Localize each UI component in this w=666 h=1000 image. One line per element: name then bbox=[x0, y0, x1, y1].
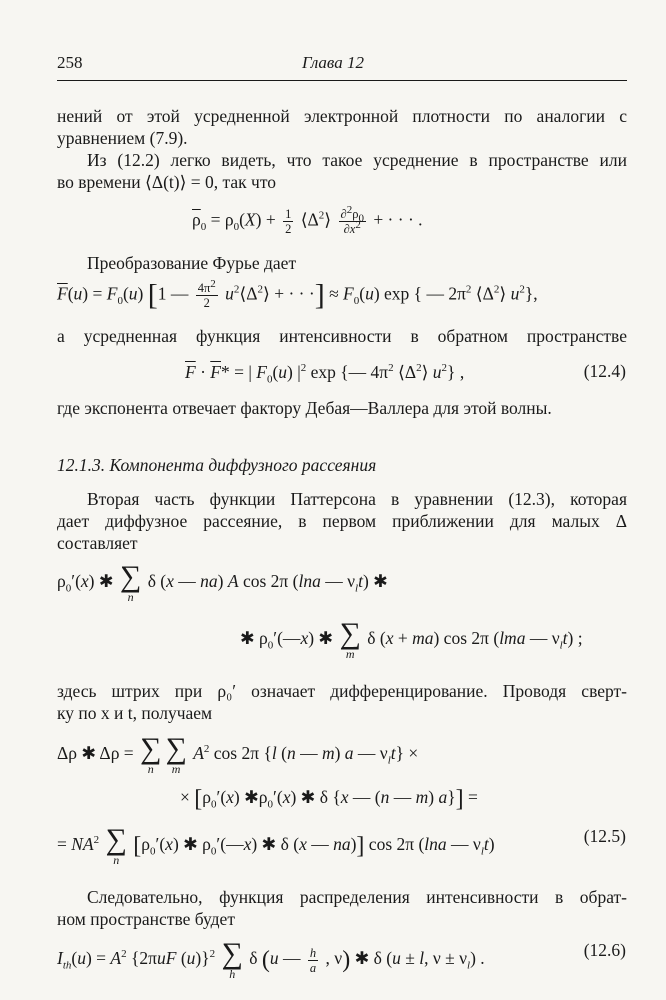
paragraph-line: Следовательно, функция распределения интенсивности в обрат- bbox=[87, 887, 627, 907]
equation-fourier: $\overline{F}(u) = F_0(u)$ [1 — $\frac{4\pi^2}{2}$ $u^2⟨\Delta^2⟩$ + · · ·] ≈ $F_0(u)$ exp { — $2\pi^2$ $⟨\Delta^2⟩$ $u^2$}, bbox=[57, 277, 538, 312]
equation-convolution-line1: Δρ ✱ Δρ = ∑ n ∑ m $A^2$ cos 2π {l (n — m) a — $\nu_lt$} × bbox=[57, 732, 419, 776]
equation-rho-average: $\overline{\rho}_0 = \rho_0(X)$ + $\frac{1}{2}$ $⟨\Delta^2⟩$ $\frac{\partial^2\rho_0}{\partial x^2}$ + · · · . bbox=[192, 203, 423, 236]
equation-12-6: $I_{th}(u) = A^2$ {2πuF (u)}$^2$ ∑ h δ (u — $\frac{h}{a}$ , ν) ✱ δ (u ± l, $\nu \pm \nu_l$) . bbox=[57, 937, 485, 981]
paragraph-line: Из (12.2) легко видеть, что такое усреднение в пространстве или bbox=[87, 150, 627, 170]
equation-convolution-line2: × [$\rho_0'(x)$ $✱\rho_0'(x)$ ✱ δ {x — (n — m) a}] = bbox=[180, 785, 478, 812]
chapter-header: Глава 12 bbox=[302, 53, 364, 72]
paragraph-line: Вторая часть функции Паттерсона в уравнении (12.3), которая bbox=[87, 489, 627, 509]
equation-diffuse-line1: $\rho_0'(x)$ ✱ ∑ n δ (x — na) A cos 2π (lna — $\nu_lt$) ✱ bbox=[57, 560, 388, 604]
equation-12-5: = $NA^2$ ∑ n [$\rho_0'(x)$ ✱ $\rho_0'(—x)$ ✱ δ (x — na)] cos 2π (lna — $\nu_lt$) bbox=[57, 823, 495, 867]
equation-number: (12.4) bbox=[583, 361, 626, 381]
paragraph-line: уравнением (7.9). bbox=[57, 128, 188, 148]
paragraph-line: ном пространстве будет bbox=[57, 909, 235, 929]
paragraph-line: а усредненная функция интенсивности в обратном пространстве bbox=[57, 326, 627, 346]
equation-number: (12.6) bbox=[583, 940, 626, 960]
header-rule bbox=[57, 80, 627, 81]
equation-number: (12.5) bbox=[583, 826, 626, 846]
paragraph-line: во времени ⟨Δ(t)⟩ = 0, так что bbox=[57, 172, 277, 192]
paragraph-line: Преобразование Фурье дает bbox=[87, 253, 297, 273]
section-heading: 12.1.3. Компонента диффузного рассеяния bbox=[57, 455, 377, 475]
paragraph-line: нений от этой усредненной электронной плотности по аналогии с bbox=[57, 106, 627, 126]
paragraph-line: где экспонента отвечает фактору Дебая—Валлера для этой волны. bbox=[57, 398, 552, 418]
equation-12-4: $\overline{F} \cdot \overline{F}*$ = | $F_0(u)$ $|^2$ exp {— $4\pi^2$ $⟨\Delta^2⟩$ $u^2$} , bbox=[185, 362, 465, 386]
paragraph-line: здесь штрих при ρ₀′ означает дифференцирование. Проводя сверт- bbox=[57, 681, 627, 701]
paragraph-line: ку по x и t, получаем bbox=[57, 703, 213, 723]
equation-diffuse-line2: ✱ $\rho_0'(—x)$ ✱ ∑ m δ (x + ma) cos 2π (lma — $\nu_lt$) ; bbox=[240, 617, 583, 661]
page-number: 258 bbox=[57, 53, 83, 72]
paragraph-line: составляет bbox=[57, 533, 138, 553]
paragraph-line: дает диффузное рассеяние, в первом приближении для малых Δ bbox=[57, 511, 627, 531]
